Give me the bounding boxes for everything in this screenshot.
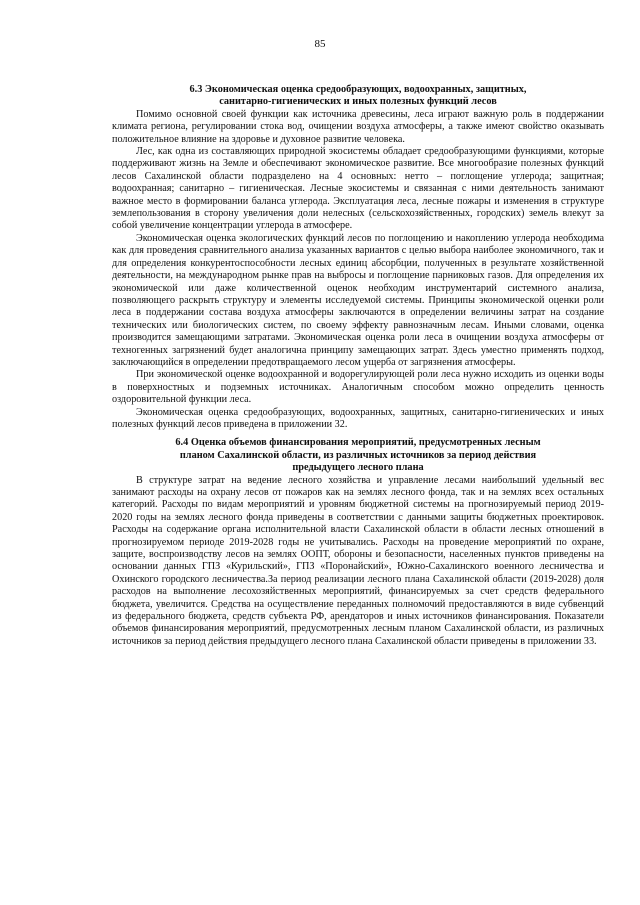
- paragraph: Помимо основной своей функции как источника древесины, леса играют важную роль в поддержании климата региона, регулировании стока вод, очищении воздуха атмосферы, а также имеют свойство оказывать положительное влияние на здоровье и духовное развитие человека.: [112, 108, 604, 145]
- paragraph: Экономическая оценка экологических функций лесов по поглощению и накоплению углерода необходима как для проведения сравнительного анализа указанных вариантов с целью выбора наиболее экономичного, так и для определения конкурентоспособности лесных единиц абсорбции, полученных в результате хозяйственной деятельности, на международном рынке прав на выбросы и поглощение парниковых газов. Для определения их экономической или даже количественной оценок необходим инструментарий системного анализа, позволяющего раскрыть структуру и элементы исследуемой системы. Принципы экономической оценки роли леса в поддержании состава воздуха атмосферы заключаются в определении величины затрат на создание технических или биологических систем, по своему эффекту равнозначным лесам. Иными словами, оценка производится замещающими затратами. Экономическая оценка роли леса в очищении воздуха атмосферы от техногенных загрязнений будет аналогична принципу замещающих затрат. Здесь уместно применять подход, заключающийся в определении предотвращаемого лесом ущерба от загрязнения атмосферы.: [112, 232, 604, 368]
- paragraph: При экономической оценке водоохранной и водорегулирующей роли леса нужно исходить из оценки воды в поверхностных и подземных источниках. Аналогичным способом можно определить ценность оздоровительной функции леса.: [112, 369, 604, 406]
- page-content: [112, 84, 604, 648]
- section-heading-6-3: [112, 84, 604, 109]
- heading-line: санитарно-гигиенических и иных полезных функций лесов: [219, 96, 497, 108]
- section-heading-6-4: [112, 437, 604, 474]
- paragraph: В структуре затрат на ведение лесного хозяйства и управление лесами наибольший удельный вес занимают расходы на охрану лесов от пожаров как на землях лесного фонда, так и на землях всех остальных категорий. Расходы по видам мероприятий и уровням бюджетной системы на прогнозируемый период 2019-2020 годы на землях лесного фонда приведены в соответствии с данными защиты бюджетных проектировок. Расходы на содержание органа исполнительной власти Сахалинской области в области лесных отношений в прогнозируемом периоде 2019-2028 годы не учитывались. Расходы на проведение мероприятий по охране, защите, воспроизводству лесов на землях ООПТ, обороны и безопасности, населенных пунктов приведены на основании данных ГПЗ «Курильский», ГПЗ «Поронайский», Южно-Сахалинского военного лесничества и Охинского городского лесничества.За период реализации лесного плана Сахалинской области (2019-2028) доля расходов на выполнение лесохозяйственных мероприятий, финансируемых за счет средств федерального бюджета, увеличится. Средства на осуществление переданных полномочий предоставляются в виде субвенций из федерального бюджета, средств субъекта РФ, арендаторов и иных источников финансирования. Показатели объемов финансирования мероприятий, предусмотренных лесным планом Сахалинской области, из различных источников за период действия предыдущего лесного плана Сахалинской области приведены в приложении 33.: [112, 474, 604, 647]
- page-number: 85: [314, 38, 326, 50]
- heading-line: планом Сахалинской области, из различных источников за период действия: [179, 449, 537, 461]
- heading-line: 6.3 Экономическая оценка средообразующих, водоохранных, защитных,: [189, 84, 527, 95]
- paragraph: Лес, как одна из составляющих природной экосистемы обладает средообразующими функциями, которые поддерживают жизнь на Земле и обеспечивают экономическое развитие. Все многообразие полезных функций лесов Сахалинской области подразделено на 4 основных: нетто – поглощение углерода; защитная; водоохранная; санитарно – гигиеническая. Лесные экосистемы и связанная с ними деятельность занимают важное место в формировании баланса углерода. Эксплуатация леса, лесные пожары и изменения в структуре землепользования в сторону увеличения доли нелесных (сельскохозяйственных, городских) земель влекут за собой увеличение концентрации углерода в атмосфере.: [112, 146, 604, 232]
- paragraph: Экономическая оценка средообразующих, водоохранных, защитных, санитарно-гигиенических и иных полезных функций лесов приведена в приложении 32.: [112, 406, 604, 430]
- heading-line: 6.4 Оценка объемов финансирования мероприятий, предусмотренных лесным: [175, 437, 541, 449]
- heading-line: предыдущего лесного плана: [292, 462, 424, 474]
